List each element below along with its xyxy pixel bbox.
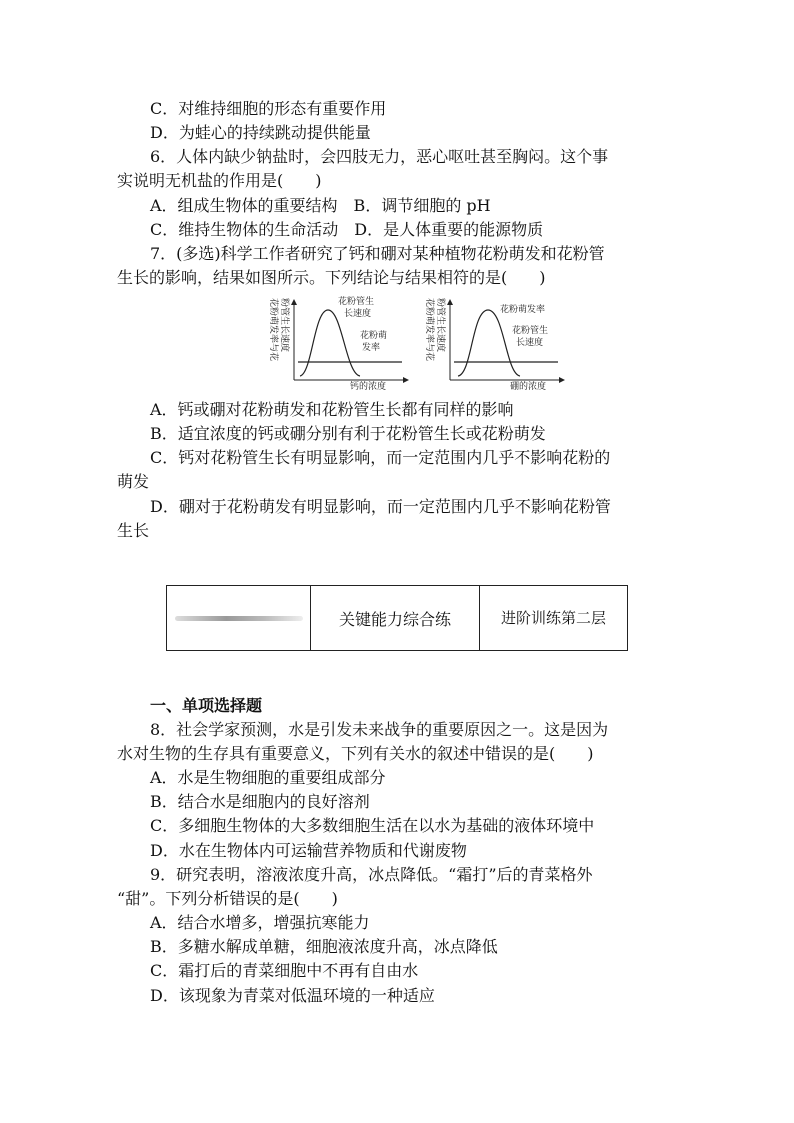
banner-title: 关键能力综合练 bbox=[311, 586, 480, 650]
text-line: C．钙对花粉管生长有明显影响，而一定范围内几乎不影响花粉的 bbox=[150, 448, 611, 467]
curve-label: 花粉萌发率 bbox=[500, 305, 546, 315]
text-line: C．维持生物体的生命活动 D．是人体重要的能源物质 bbox=[150, 220, 544, 239]
line-label: 发率 bbox=[362, 343, 381, 353]
question-7-figure bbox=[264, 296, 564, 390]
x-axis-label: 钙的浓度 bbox=[350, 382, 387, 390]
text-line: A．水是生物细胞的重要组成部分 bbox=[150, 768, 386, 787]
y-axis-label: 粉管生长速度 bbox=[435, 298, 445, 353]
text-line: C．多细胞生物体的大多数细胞生活在以水为基础的液体环境中 bbox=[150, 816, 595, 835]
text-line: A．钙或硼对花粉萌发和花粉管生长都有同样的影响 bbox=[150, 400, 514, 419]
section-banner bbox=[166, 585, 628, 651]
x-axis-label: 硼的浓度 bbox=[510, 382, 547, 390]
text-line: C．霜打后的青菜细胞中不再有自由水 bbox=[150, 961, 419, 980]
text-line: D．为蛙心的持续跳动提供能量 bbox=[150, 123, 371, 142]
germination-curve bbox=[458, 310, 520, 376]
text-line: B．适宜浓度的钙或硼分别有利于花粉管生长或花粉萌发 bbox=[150, 424, 546, 443]
text-line: B．结合水是细胞内的良好溶剂 bbox=[150, 792, 370, 811]
text-line: 水对生物的生存具有重要意义，下列有关水的叙述中错误的是( ) bbox=[117, 744, 594, 763]
question-6-stem: 6．人体内缺少钠盐时，会四肢无力，恶心呕吐甚至胸闷。这个事 bbox=[150, 147, 609, 166]
text-line: C．对维持细胞的形态有重要作用 bbox=[150, 99, 387, 118]
text-line: D．该现象为青菜对低温环境的一种适应 bbox=[150, 986, 435, 1005]
text-line: A．组成生物体的重要结构 B．调节细胞的 pH bbox=[150, 196, 491, 215]
line-label: 长速度 bbox=[516, 338, 544, 348]
decorative-stripe bbox=[175, 616, 303, 621]
curve-label: 长速度 bbox=[344, 309, 372, 319]
question-9-stem: 9．研究表明，溶液浓度升高，冰点降低。“霜打”后的青菜格外 bbox=[150, 865, 593, 884]
line-label: 花粉萌 bbox=[360, 331, 388, 341]
text-line: D．硼对于花粉萌发有明显影响，而一定范围内几乎不影响花粉管 bbox=[150, 497, 611, 516]
banner-decoration bbox=[167, 586, 311, 650]
text-line: “甜”。下列分析错误的是( ) bbox=[117, 889, 338, 908]
y-axis-label: 花粉萌发率与花 bbox=[268, 298, 278, 362]
question-7-stem: 7．(多选)科学工作者研究了钙和硼对某种植物花粉萌发和花粉管 bbox=[150, 244, 605, 263]
text-line: 实说明无机盐的作用是( ) bbox=[117, 171, 322, 190]
text-line: B．多糖水解成单糖，细胞液浓度升高，冰点降低 bbox=[150, 937, 498, 956]
banner-level: 进阶训练第二层 bbox=[500, 609, 606, 627]
text-line: 生长的影响，结果如图所示。下列结论与结果相符的是( ) bbox=[117, 268, 546, 287]
text-line: A．结合水增多，增强抗寒能力 bbox=[150, 913, 370, 932]
text-line: 萌发 bbox=[117, 472, 150, 491]
y-axis-label: 粉管生长速度 bbox=[279, 298, 289, 353]
question-8-stem: 8．社会学家预测，水是引发未来战争的重要原因之一。这是因为 bbox=[150, 720, 609, 739]
text-line: D．水在生物体内可运输营养物质和代谢废物 bbox=[150, 841, 467, 860]
boron-graph bbox=[420, 296, 568, 390]
text-line: 生长 bbox=[117, 521, 150, 540]
pollen-tube-curve bbox=[300, 310, 360, 376]
calcium-graph bbox=[264, 296, 412, 390]
line-label: 花粉管生 bbox=[512, 326, 549, 336]
section-heading: 一、单项选择题 bbox=[150, 696, 263, 715]
y-axis-label: 花粉萌发率与花 bbox=[424, 298, 434, 362]
curve-label: 花粉管生 bbox=[338, 297, 375, 307]
